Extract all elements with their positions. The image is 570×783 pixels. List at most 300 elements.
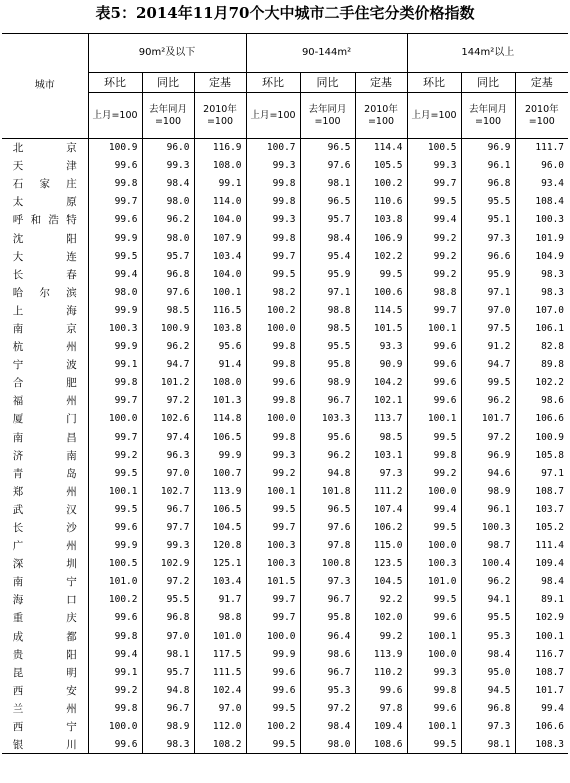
index-value-large-yoy: 96.8 (461, 699, 515, 717)
index-value-small-yoy: 96.8 (142, 265, 194, 283)
table-row (2, 609, 568, 627)
index-value-large-base: 105.8 (515, 446, 568, 464)
city-cell (2, 356, 88, 374)
index-value-small-base: 102.4 (194, 681, 246, 699)
index-value-large-mom: 100.3 (407, 555, 461, 573)
index-value-large-base: 111.4 (515, 537, 568, 555)
table-row (2, 555, 568, 573)
index-value-large-yoy: 98.9 (461, 482, 515, 500)
index-value-medium-yoy: 98.8 (300, 301, 355, 319)
city-cell (2, 193, 88, 211)
city-cell (2, 609, 88, 627)
city-cell (2, 392, 88, 410)
index-value-large-mom: 99.5 (407, 428, 461, 446)
sub-header-base: 定基 (355, 73, 407, 93)
index-value-medium-yoy: 95.3 (300, 681, 355, 699)
index-value-large-yoy: 98.7 (461, 537, 515, 555)
city-name: 福州 (12, 395, 77, 408)
index-value-medium-mom: 99.7 (246, 609, 300, 627)
index-value-large-mom: 99.2 (407, 247, 461, 265)
index-value-large-base: 109.4 (515, 555, 568, 573)
index-value-small-yoy: 98.0 (142, 229, 194, 247)
index-value-small-mom: 99.6 (88, 736, 142, 754)
index-value-small-base: 116.9 (194, 139, 246, 157)
base-note-yoy: 去年同月=100 (461, 93, 515, 139)
city-cell (2, 663, 88, 681)
city-cell (2, 283, 88, 301)
index-value-small-base: 117.5 (194, 645, 246, 663)
index-value-large-base: 96.0 (515, 157, 568, 175)
index-value-medium-base: 123.5 (355, 555, 407, 573)
index-value-small-base: 91.4 (194, 356, 246, 374)
sub-header-yoy: 同比 (461, 73, 515, 93)
index-value-large-yoy: 100.4 (461, 555, 515, 573)
index-value-medium-base: 92.2 (355, 591, 407, 609)
index-value-large-yoy: 96.1 (461, 157, 515, 175)
index-value-small-base: 120.8 (194, 537, 246, 555)
index-value-small-yoy: 97.7 (142, 518, 194, 536)
index-value-medium-base: 105.5 (355, 157, 407, 175)
index-value-small-yoy: 97.6 (142, 283, 194, 301)
sub-header-mom: 环比 (407, 73, 461, 93)
index-value-medium-mom: 99.5 (246, 699, 300, 717)
index-value-small-base: 103.4 (194, 247, 246, 265)
city-cell (2, 464, 88, 482)
index-value-small-mom: 99.6 (88, 157, 142, 175)
index-value-large-yoy: 95.0 (461, 663, 515, 681)
index-value-medium-yoy: 98.4 (300, 718, 355, 736)
index-value-large-yoy: 99.5 (461, 374, 515, 392)
table-row (2, 645, 568, 663)
index-value-small-base: 114.8 (194, 410, 246, 428)
index-value-large-yoy: 96.2 (461, 392, 515, 410)
index-value-large-base: 97.1 (515, 464, 568, 482)
city-name: 南京 (12, 322, 77, 335)
index-value-medium-yoy: 95.5 (300, 338, 355, 356)
base-note-2010: 2010年=100 (515, 93, 568, 139)
index-value-medium-base: 103.1 (355, 446, 407, 464)
index-value-medium-mom: 100.2 (246, 718, 300, 736)
index-value-medium-mom: 99.7 (246, 591, 300, 609)
index-value-medium-yoy: 98.5 (300, 319, 355, 337)
index-value-medium-base: 110.6 (355, 193, 407, 211)
index-value-medium-mom: 100.3 (246, 537, 300, 555)
table-row (2, 175, 568, 193)
index-value-large-yoy: 95.5 (461, 193, 515, 211)
table-row (2, 338, 568, 356)
index-value-medium-mom: 98.2 (246, 283, 300, 301)
index-value-medium-base: 115.0 (355, 537, 407, 555)
index-value-small-yoy: 97.2 (142, 573, 194, 591)
index-value-small-yoy: 96.0 (142, 139, 194, 157)
index-value-medium-base: 106.2 (355, 518, 407, 536)
city-cell (2, 681, 88, 699)
index-value-medium-yoy: 96.5 (300, 139, 355, 157)
city-cell (2, 537, 88, 555)
index-value-small-base: 108.0 (194, 374, 246, 392)
index-value-small-yoy: 96.7 (142, 699, 194, 717)
index-value-small-mom: 99.6 (88, 518, 142, 536)
index-value-medium-yoy: 96.7 (300, 663, 355, 681)
index-value-large-base: 98.4 (515, 573, 568, 591)
index-value-small-base: 101.3 (194, 392, 246, 410)
index-value-large-base: 100.1 (515, 627, 568, 645)
index-value-medium-base: 104.2 (355, 374, 407, 392)
index-value-small-base: 108.2 (194, 736, 246, 754)
index-value-medium-yoy: 94.8 (300, 464, 355, 482)
city-cell (2, 627, 88, 645)
index-value-large-base: 116.7 (515, 645, 568, 663)
index-value-small-base: 101.0 (194, 627, 246, 645)
city-name: 郑州 (12, 485, 77, 498)
index-value-medium-yoy: 96.7 (300, 591, 355, 609)
index-value-small-mom: 99.8 (88, 374, 142, 392)
index-value-small-yoy: 102.9 (142, 555, 194, 573)
index-value-large-yoy: 97.2 (461, 428, 515, 446)
sub-header-mom: 环比 (88, 73, 142, 93)
table-row (2, 157, 568, 175)
table-row (2, 283, 568, 301)
index-value-medium-base: 101.5 (355, 319, 407, 337)
city-name: 天津 (12, 160, 77, 173)
city-name: 宁波 (12, 359, 77, 372)
base-note-yoy: 去年同月=100 (300, 93, 355, 139)
index-value-medium-mom: 99.8 (246, 428, 300, 446)
index-value-large-mom: 99.8 (407, 446, 461, 464)
index-value-small-base: 103.4 (194, 573, 246, 591)
index-value-medium-base: 102.0 (355, 609, 407, 627)
index-value-large-mom: 100.1 (407, 410, 461, 428)
index-value-large-base: 105.2 (515, 518, 568, 536)
index-value-small-base: 114.0 (194, 193, 246, 211)
index-value-small-yoy: 96.8 (142, 609, 194, 627)
table-row (2, 736, 568, 754)
index-value-large-yoy: 96.1 (461, 500, 515, 518)
index-value-small-yoy: 99.3 (142, 537, 194, 555)
index-value-small-base: 97.0 (194, 699, 246, 717)
index-value-large-mom: 99.3 (407, 157, 461, 175)
group-header-medium: 90-144m² (246, 34, 407, 73)
index-value-small-base: 106.5 (194, 428, 246, 446)
table-header (2, 34, 568, 139)
index-value-small-base: 125.1 (194, 555, 246, 573)
table-row (2, 482, 568, 500)
index-value-small-base: 100.1 (194, 283, 246, 301)
city-name: 成都 (12, 630, 77, 643)
index-value-large-mom: 99.6 (407, 392, 461, 410)
index-value-large-yoy: 101.7 (461, 410, 515, 428)
index-value-medium-yoy: 96.5 (300, 500, 355, 518)
city-cell (2, 718, 88, 736)
index-value-medium-mom: 99.8 (246, 356, 300, 374)
table-row (2, 229, 568, 247)
city-cell (2, 139, 88, 157)
index-value-large-base: 104.9 (515, 247, 568, 265)
index-value-medium-base: 99.5 (355, 265, 407, 283)
index-value-large-base: 100.3 (515, 211, 568, 229)
index-value-large-yoy: 95.9 (461, 265, 515, 283)
city-cell (2, 247, 88, 265)
city-name: 呼和浩特 (12, 214, 77, 227)
index-value-medium-mom: 99.8 (246, 229, 300, 247)
index-value-medium-mom: 99.8 (246, 392, 300, 410)
index-value-medium-base: 98.5 (355, 428, 407, 446)
index-value-large-mom: 99.2 (407, 229, 461, 247)
index-value-small-base: 91.7 (194, 591, 246, 609)
city-name: 广州 (12, 540, 77, 553)
index-value-large-yoy: 94.7 (461, 356, 515, 374)
index-value-medium-base: 103.8 (355, 211, 407, 229)
index-value-large-base: 106.6 (515, 718, 568, 736)
city-name: 兰州 (12, 702, 77, 715)
index-value-medium-mom: 99.5 (246, 265, 300, 283)
index-value-large-mom: 100.0 (407, 537, 461, 555)
index-value-small-yoy: 97.4 (142, 428, 194, 446)
city-cell (2, 500, 88, 518)
index-value-large-mom: 99.7 (407, 301, 461, 319)
city-cell (2, 157, 88, 175)
city-cell (2, 591, 88, 609)
index-value-small-yoy: 95.7 (142, 247, 194, 265)
index-value-medium-base: 106.9 (355, 229, 407, 247)
index-value-small-yoy: 102.7 (142, 482, 194, 500)
index-value-large-mom: 99.8 (407, 681, 461, 699)
city-name: 太原 (12, 196, 77, 209)
index-value-medium-base: 100.2 (355, 175, 407, 193)
index-value-large-yoy: 95.5 (461, 609, 515, 627)
index-value-medium-yoy: 95.9 (300, 265, 355, 283)
index-value-medium-yoy: 98.4 (300, 229, 355, 247)
table-row (2, 591, 568, 609)
city-name: 南昌 (12, 431, 77, 444)
index-value-large-yoy: 97.0 (461, 301, 515, 319)
index-value-small-mom: 99.4 (88, 645, 142, 663)
index-value-large-yoy: 97.5 (461, 319, 515, 337)
index-value-small-mom: 99.5 (88, 500, 142, 518)
index-value-large-mom: 99.6 (407, 609, 461, 627)
city-name: 合肥 (12, 377, 77, 390)
index-value-large-base: 102.9 (515, 609, 568, 627)
index-value-large-base: 108.7 (515, 482, 568, 500)
index-value-large-base: 89.1 (515, 591, 568, 609)
index-value-large-yoy: 94.5 (461, 681, 515, 699)
base-note-2010: 2010年=100 (194, 93, 246, 139)
index-value-small-mom: 100.3 (88, 319, 142, 337)
city-cell (2, 301, 88, 319)
index-value-small-yoy: 98.4 (142, 175, 194, 193)
city-cell (2, 211, 88, 229)
index-value-small-mom: 99.7 (88, 428, 142, 446)
index-value-medium-mom: 100.0 (246, 319, 300, 337)
index-value-medium-base: 111.2 (355, 482, 407, 500)
index-value-medium-base: 97.3 (355, 464, 407, 482)
index-value-large-yoy: 96.2 (461, 573, 515, 591)
index-value-medium-base: 99.6 (355, 681, 407, 699)
index-value-small-mom: 99.6 (88, 609, 142, 627)
index-value-small-yoy: 94.8 (142, 681, 194, 699)
index-value-small-mom: 99.9 (88, 229, 142, 247)
city-cell (2, 518, 88, 536)
index-value-small-mom: 99.9 (88, 301, 142, 319)
index-value-large-mom: 99.4 (407, 211, 461, 229)
city-name: 重庆 (12, 612, 77, 625)
index-value-small-yoy: 95.7 (142, 663, 194, 681)
index-value-small-yoy: 97.0 (142, 464, 194, 482)
index-value-medium-yoy: 103.3 (300, 410, 355, 428)
index-value-medium-mom: 100.7 (246, 139, 300, 157)
index-value-large-base: 108.7 (515, 663, 568, 681)
city-cell (2, 410, 88, 428)
index-value-small-mom: 99.8 (88, 175, 142, 193)
index-value-medium-mom: 99.7 (246, 518, 300, 536)
index-value-medium-mom: 99.6 (246, 374, 300, 392)
base-note-2010: 2010年=100 (355, 93, 407, 139)
index-value-large-mom: 100.5 (407, 139, 461, 157)
city-name: 长春 (12, 268, 77, 281)
index-value-medium-mom: 99.7 (246, 247, 300, 265)
table-row (2, 428, 568, 446)
index-value-small-base: 104.5 (194, 518, 246, 536)
index-value-small-base: 112.0 (194, 718, 246, 736)
index-value-small-yoy: 97.0 (142, 627, 194, 645)
index-value-medium-base: 114.4 (355, 139, 407, 157)
index-value-small-yoy: 96.2 (142, 211, 194, 229)
index-value-large-yoy: 98.4 (461, 645, 515, 663)
index-value-medium-mom: 99.3 (246, 446, 300, 464)
table-row (2, 319, 568, 337)
city-cell (2, 338, 88, 356)
index-value-large-mom: 99.5 (407, 736, 461, 754)
index-value-medium-yoy: 98.9 (300, 374, 355, 392)
index-value-large-base: 82.8 (515, 338, 568, 356)
index-value-small-yoy: 96.3 (142, 446, 194, 464)
sub-header-yoy: 同比 (142, 73, 194, 93)
index-value-medium-base: 97.8 (355, 699, 407, 717)
index-value-small-yoy: 99.3 (142, 157, 194, 175)
city-cell (2, 645, 88, 663)
index-value-small-mom: 99.9 (88, 537, 142, 555)
index-value-medium-yoy: 97.3 (300, 573, 355, 591)
city-name: 海口 (12, 594, 77, 607)
index-value-medium-base: 99.2 (355, 627, 407, 645)
city-name: 沈阳 (12, 232, 77, 245)
table-row (2, 627, 568, 645)
index-value-medium-yoy: 95.8 (300, 356, 355, 374)
index-value-large-base: 98.3 (515, 283, 568, 301)
index-value-large-base: 89.8 (515, 356, 568, 374)
index-value-large-mom: 99.4 (407, 500, 461, 518)
index-value-large-yoy: 100.3 (461, 518, 515, 536)
index-value-small-mom: 99.8 (88, 627, 142, 645)
index-value-large-base: 111.7 (515, 139, 568, 157)
index-value-medium-yoy: 96.5 (300, 193, 355, 211)
city-name: 上海 (12, 304, 77, 317)
city-name: 南宁 (12, 576, 77, 589)
index-value-large-base: 103.7 (515, 500, 568, 518)
index-value-small-mom: 100.0 (88, 718, 142, 736)
index-value-medium-mom: 100.0 (246, 410, 300, 428)
table-row (2, 356, 568, 374)
index-value-medium-yoy: 97.6 (300, 157, 355, 175)
city-cell (2, 265, 88, 283)
index-value-medium-base: 113.7 (355, 410, 407, 428)
city-name: 银川 (12, 738, 77, 751)
index-value-medium-mom: 99.5 (246, 736, 300, 754)
index-value-small-mom: 99.8 (88, 699, 142, 717)
city-name: 昆明 (12, 666, 77, 679)
index-value-large-yoy: 97.3 (461, 718, 515, 736)
index-value-large-yoy: 95.1 (461, 211, 515, 229)
index-value-medium-yoy: 97.2 (300, 699, 355, 717)
index-value-medium-base: 93.3 (355, 338, 407, 356)
index-value-large-base: 101.7 (515, 681, 568, 699)
table-row (2, 518, 568, 536)
index-value-medium-mom: 99.6 (246, 681, 300, 699)
index-value-large-yoy: 97.1 (461, 283, 515, 301)
index-value-small-mom: 100.5 (88, 555, 142, 573)
index-value-small-yoy: 96.2 (142, 338, 194, 356)
city-cell (2, 374, 88, 392)
index-value-small-base: 104.0 (194, 265, 246, 283)
index-value-medium-yoy: 95.8 (300, 609, 355, 627)
index-value-large-base: 100.9 (515, 428, 568, 446)
city-name: 西宁 (12, 721, 77, 734)
index-value-small-mom: 99.7 (88, 193, 142, 211)
index-value-medium-yoy: 97.8 (300, 537, 355, 555)
table-row (2, 410, 568, 428)
index-value-small-mom: 99.5 (88, 247, 142, 265)
index-value-medium-base: 90.9 (355, 356, 407, 374)
table-row (2, 699, 568, 717)
index-value-medium-mom: 99.8 (246, 338, 300, 356)
table-title: 表5：2014年11月70个大中城市二手住宅分类价格指数 (95, 4, 475, 22)
index-value-large-mom: 99.6 (407, 374, 461, 392)
index-value-medium-mom: 100.2 (246, 301, 300, 319)
index-value-medium-yoy: 95.4 (300, 247, 355, 265)
group-header-small: 90m²及以下 (88, 34, 246, 73)
index-value-large-mom: 101.0 (407, 573, 461, 591)
index-value-medium-base: 109.4 (355, 718, 407, 736)
index-value-small-base: 100.7 (194, 464, 246, 482)
index-value-medium-yoy: 96.4 (300, 627, 355, 645)
index-value-small-yoy: 101.2 (142, 374, 194, 392)
index-value-medium-yoy: 96.7 (300, 392, 355, 410)
index-value-large-yoy: 96.9 (461, 446, 515, 464)
base-note-mom: 上月=100 (407, 93, 461, 139)
index-value-small-mom: 99.6 (88, 211, 142, 229)
index-value-large-yoy: 96.9 (461, 139, 515, 157)
index-value-large-base: 108.4 (515, 193, 568, 211)
index-value-small-mom: 98.0 (88, 283, 142, 301)
city-name: 青岛 (12, 467, 77, 480)
index-value-medium-mom: 100.3 (246, 555, 300, 573)
index-value-large-yoy: 95.3 (461, 627, 515, 645)
index-value-medium-mom: 99.6 (246, 663, 300, 681)
base-note-mom: 上月=100 (246, 93, 300, 139)
table-row (2, 446, 568, 464)
index-value-large-mom: 100.1 (407, 627, 461, 645)
index-value-medium-base: 114.5 (355, 301, 407, 319)
index-value-large-mom: 100.0 (407, 482, 461, 500)
index-value-medium-mom: 99.5 (246, 500, 300, 518)
index-value-small-mom: 101.0 (88, 573, 142, 591)
table-row (2, 573, 568, 591)
index-value-small-yoy: 98.3 (142, 736, 194, 754)
index-value-large-mom: 99.5 (407, 591, 461, 609)
city-cell (2, 736, 88, 754)
index-value-small-yoy: 102.6 (142, 410, 194, 428)
index-value-large-mom: 99.3 (407, 663, 461, 681)
